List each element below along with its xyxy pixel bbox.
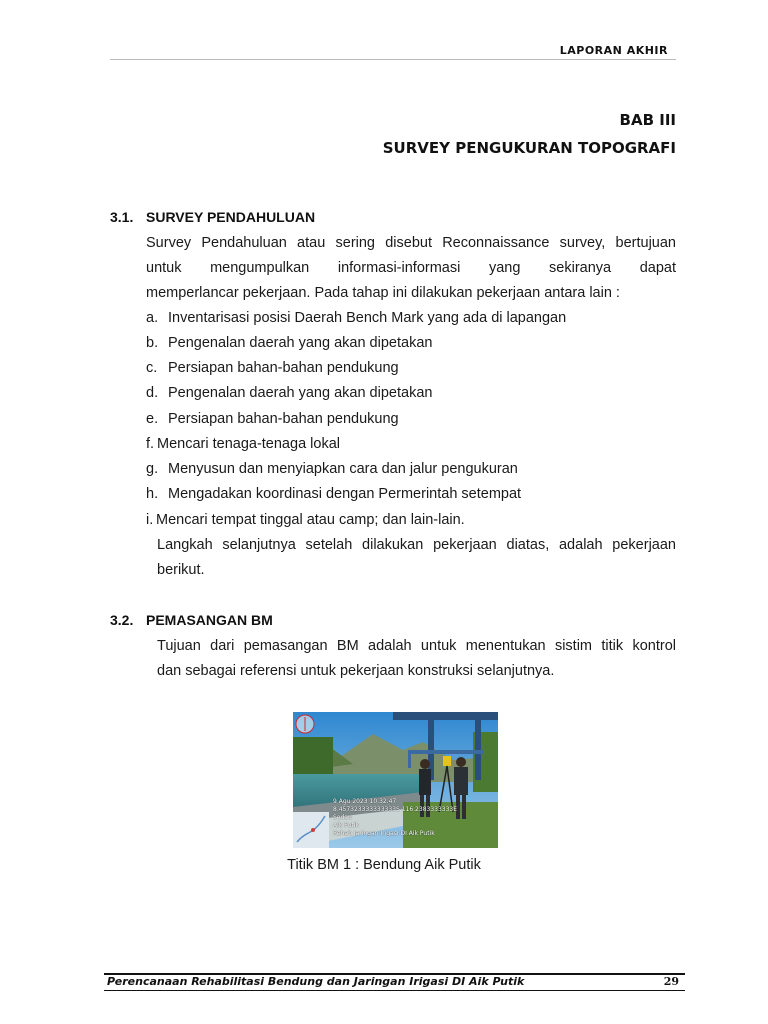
paragraph-line: dan sebagai referensi untuk pekerjaan konstruksi selanjutnya.	[157, 663, 555, 679]
list-marker: a.	[146, 310, 159, 326]
paragraph-line: untuk mengumpulkan informasi-informasi yang sekiranya dapat	[146, 260, 676, 276]
running-header: LAPORAN AKHIR	[559, 44, 668, 57]
list-item: Menyusun dan menyiapkan cara dan jalur pengukuran	[168, 461, 518, 477]
paragraph-line: Langkah selanjutnya setelah dilakukan pekerjaan diatas, adalah pekerjaan	[157, 537, 676, 553]
list-marker: c.	[146, 360, 158, 376]
section-number: 3.1.	[110, 209, 134, 225]
page-number: 29	[663, 975, 679, 988]
list-item: Pengenalan daerah yang akan dipetakan	[168, 335, 433, 351]
chapter-number: BAB III	[619, 111, 676, 129]
list-marker: h.	[146, 486, 159, 502]
header-divider	[110, 59, 676, 60]
section-title: SURVEY PENDAHULUAN	[146, 209, 316, 225]
overlay-line: Sedau	[333, 814, 352, 821]
section-number: 3.2.	[110, 612, 134, 628]
list-marker: e.	[146, 411, 159, 427]
list-item: Mengadakan koordinasi dengan Permerintah setempat	[168, 486, 522, 502]
paragraph-line: Survey Pendahuluan atau sering disebut Reconnaissance survey, bertujuan	[146, 235, 676, 251]
list-marker: f.	[146, 436, 155, 452]
figure-caption: Titik BM 1 : Bendung Aik Putik	[287, 857, 481, 873]
bm-photo	[293, 712, 498, 848]
list-item: Persiapan bahan-bahan pendukung	[168, 360, 399, 376]
list-marker: g.	[146, 461, 159, 477]
section-title: PEMASANGAN BM	[146, 612, 273, 628]
list-item: Pengenalan daerah yang akan dipetakan	[168, 385, 433, 401]
overlay-line: Rehab Jaringan Irigasi DI Aik Putik	[333, 830, 435, 837]
overlay-line: Aik Putik	[333, 822, 359, 829]
photo-timestamp-overlay	[333, 798, 493, 838]
chapter-title: SURVEY PENGUKURAN TOPOGRAFI	[382, 139, 676, 157]
list-item: Mencari tenaga-tenaga lokal	[157, 436, 340, 452]
overlay-line: 8.457323333333333S 116.2383333333E	[333, 806, 458, 813]
footer-title: Perencanaan Rehabilitasi Bendung dan Jaringan Irigasi DI Aik Putik	[107, 975, 525, 988]
paragraph-line: berikut.	[157, 562, 205, 578]
list-marker: b.	[146, 335, 159, 351]
list-item: Inventarisasi posisi Daerah Bench Mark yang ada di lapangan	[168, 310, 567, 326]
list-marker: d.	[146, 385, 159, 401]
footer-divider-bottom	[104, 990, 685, 991]
paragraph-line: memperlancar pekerjaan. Pada tahap ini dilakukan pekerjaan antara lain :	[146, 285, 620, 301]
paragraph-line: Tujuan dari pemasangan BM adalah untuk menentukan sistim titik kontrol	[157, 638, 676, 654]
list-item: Mencari tempat tinggal atau camp; dan lain-lain.	[156, 512, 465, 528]
overlay-line: 9 Agu 2023 10.32.47	[333, 798, 397, 805]
list-item: Persiapan bahan-bahan pendukung	[168, 411, 399, 427]
list-marker: i.	[146, 512, 154, 528]
